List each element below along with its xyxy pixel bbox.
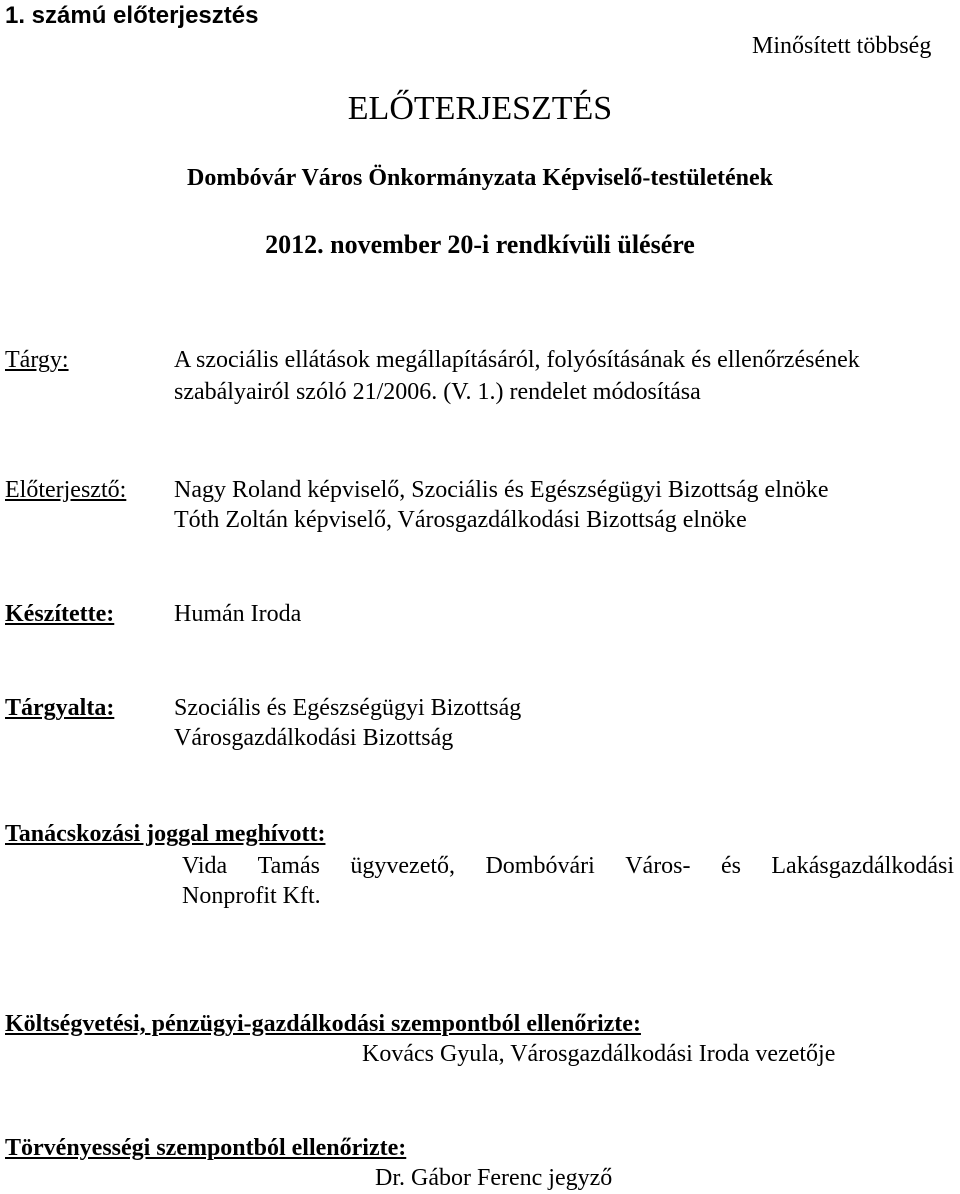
presenter-line-2: Tóth Zoltán képviselő, Városgazdálkodási Bizottság elnöke	[174, 507, 747, 533]
invited-word: Vida	[182, 853, 228, 879]
invited-word: ügyvezető,	[350, 853, 456, 879]
presenter-label: Előterjesztő:	[5, 477, 127, 503]
council-name: Dombóvár Város Önkormányzata Képviselő-testületének	[187, 165, 773, 191]
subject-label: Tárgy:	[5, 347, 69, 373]
invited-line-1	[182, 852, 954, 880]
prepared-by-value: Humán Iroda	[174, 601, 302, 627]
discussed-by-line-2: Városgazdálkodási Bizottság	[174, 725, 454, 751]
budget-check-value: Kovács Gyula, Városgazdálkodási Iroda vezetője	[362, 1041, 836, 1067]
discussed-by-line-1: Szociális és Egészségügyi Bizottság	[174, 695, 522, 721]
invited-label: Tanácskozási joggal meghívott:	[5, 821, 326, 847]
majority-type: Minősített többség	[752, 33, 932, 59]
session-date: 2012. november 20-i rendkívüli ülésére	[265, 230, 695, 259]
subject-line-2: szabályairól szóló 21/2006. (V. 1.) rendelet módosítása	[174, 379, 701, 405]
invited-word: Város-	[625, 853, 691, 879]
prepared-by-label: Készítette:	[5, 601, 115, 627]
invited-word: Lakásgazdálkodási	[771, 853, 954, 879]
legal-check-value: Dr. Gábor Ferenc jegyző	[375, 1165, 613, 1191]
presenter-line-1: Nagy Roland képviselő, Szociális és Egészségügyi Bizottság elnöke	[174, 477, 829, 503]
budget-check-label: Költségvetési, pénzügyi-gazdálkodási szempontból ellenőrizte:	[5, 1011, 641, 1037]
document-number: 1. számú előterjesztés	[5, 2, 259, 29]
discussed-by-label: Tárgyalta:	[5, 695, 115, 721]
invited-word: Tamás	[257, 853, 320, 879]
invited-word: és	[720, 853, 741, 879]
invited-line-2: Nonprofit Kft.	[182, 883, 321, 909]
invited-word: Dombóvári	[485, 853, 595, 879]
legal-check-label: Törvényességi szempontból ellenőrizte:	[5, 1135, 407, 1161]
document-title: ELŐTERJESZTÉS	[347, 90, 613, 127]
subject-line-1: A szociális ellátások megállapításáról, folyósításának és ellenőrzésének	[174, 347, 860, 373]
